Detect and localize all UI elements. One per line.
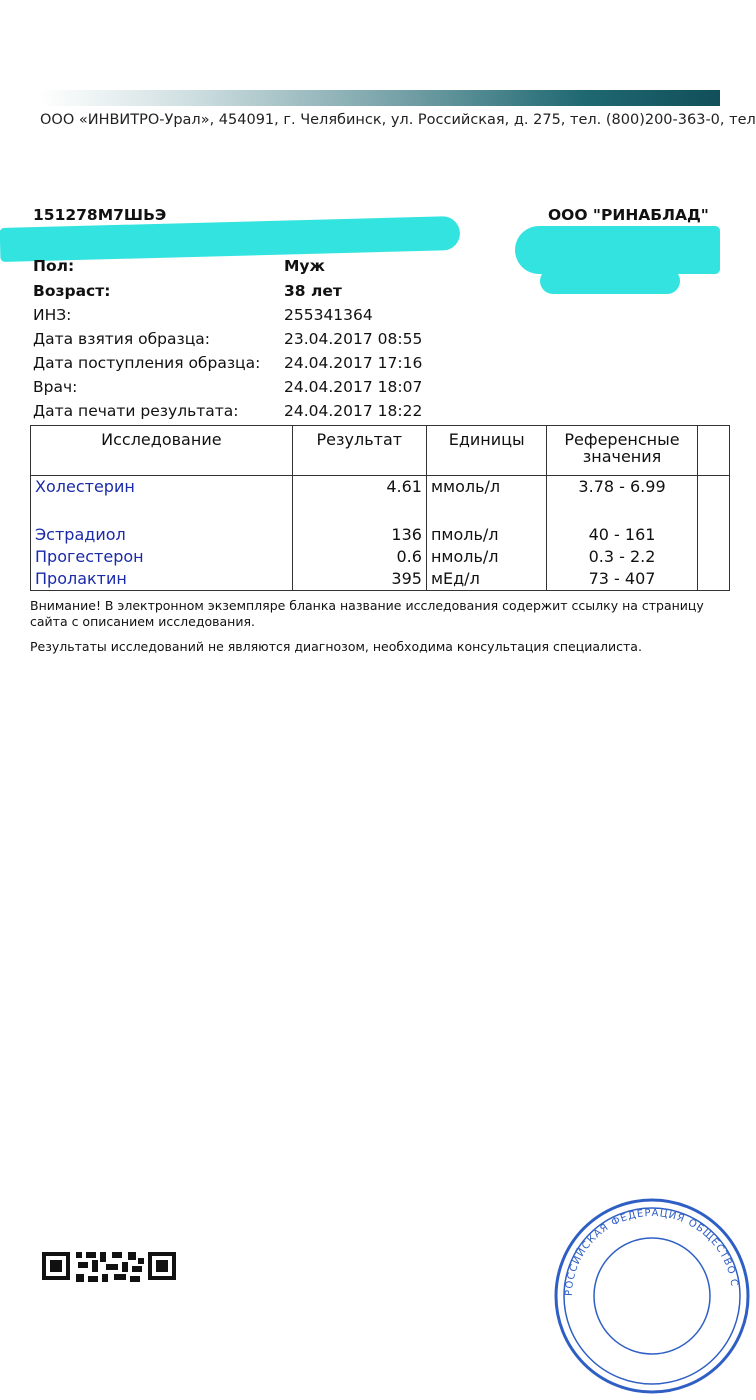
info-row-sample-received [33, 351, 533, 375]
test-unit: нмоль/л [426, 546, 547, 568]
header-reference: Референсные значения [547, 426, 697, 476]
test-result: 4.61 [292, 476, 426, 499]
stamp-text: РОССИЙСКАЯ ФЕДЕРАЦИЯ ОБЩЕСТВО С [563, 1207, 740, 1297]
field-value: 23.04.2017 08:55 [284, 330, 423, 348]
field-value: 24.04.2017 17:16 [284, 354, 423, 372]
info-row-inz [33, 303, 533, 327]
test-unit: мЕд/л [426, 568, 547, 591]
field-label: Возраст: [33, 282, 111, 300]
info-row-sex [33, 254, 533, 278]
header-result: Результат [292, 426, 426, 476]
results-table [30, 425, 730, 591]
field-value: 255341364 [284, 306, 373, 324]
test-result: 395 [292, 568, 426, 591]
field-label: ИНЗ: [33, 306, 72, 324]
field-label: Дата печати результата: [33, 402, 239, 420]
qr-code-graphic [40, 1248, 180, 1288]
field-label: Дата поступления образца: [33, 354, 261, 372]
table-row [31, 524, 730, 546]
client-organization: ООО "РИНАБЛАД" [548, 206, 709, 224]
test-reference: 73 - 407 [547, 568, 697, 591]
field-value: 24.04.2017 18:22 [284, 402, 423, 420]
disclaimer-note: Результаты исследований не являются диагнозом, необходима консультация специалиста. [30, 639, 642, 654]
stamp-graphic [552, 1196, 752, 1396]
test-name-link[interactable]: Холестерин [31, 476, 293, 499]
header-test: Исследование [31, 426, 293, 476]
table-row [31, 568, 730, 591]
field-label: Дата взятия образца: [33, 330, 211, 348]
test-unit: ммоль/л [426, 476, 547, 499]
info-row-print-date [33, 399, 533, 423]
test-result: 136 [292, 524, 426, 546]
test-unit: пмоль/л [426, 524, 547, 546]
header-extra [697, 426, 729, 476]
test-reference: 0.3 - 2.2 [547, 546, 697, 568]
field-value: Муж [284, 257, 325, 275]
table-row [31, 546, 730, 568]
order-id: 151278M7ШЬЭ [33, 206, 167, 224]
redaction-mark [540, 268, 680, 294]
extra-cell [697, 476, 729, 499]
test-name-link[interactable]: Эстрадиол [31, 524, 293, 546]
test-name-link[interactable]: Прогестерон [31, 546, 293, 568]
company-stamp [552, 1196, 752, 1396]
field-label: Пол: [33, 257, 75, 275]
extra-cell [697, 524, 729, 546]
table-header-row [31, 426, 730, 476]
test-reference: 3.78 - 6.99 [547, 476, 697, 499]
lab-company-line: ООО «ИНВИТРО-Урал», 454091, г. Челябинск, ул. Российская, д. 275, тел. (800)200-363-0, тел [40, 112, 756, 128]
qr-code [40, 1248, 180, 1280]
redaction-mark [515, 226, 720, 274]
table-gap-row [31, 498, 730, 524]
field-label: Врач: [33, 378, 78, 396]
table-row [31, 476, 730, 499]
field-value: 24.04.2017 18:07 [284, 378, 423, 396]
test-result: 0.6 [292, 546, 426, 568]
extra-cell [697, 546, 729, 568]
field-value: 38 лет [284, 282, 342, 300]
test-reference: 40 - 161 [547, 524, 697, 546]
info-row-age [33, 279, 533, 303]
header-gradient-bar [40, 90, 720, 106]
test-name-link[interactable]: Пролактин [31, 568, 293, 591]
extra-cell [697, 568, 729, 591]
info-row-sample-taken [33, 327, 533, 351]
info-row-doctor [33, 375, 533, 399]
header-units: Единицы [426, 426, 547, 476]
attention-note: Внимание! В электронном экземпляре бланка название исследования содержит ссылку на страницу сайта с описанием исследования. [30, 598, 704, 629]
